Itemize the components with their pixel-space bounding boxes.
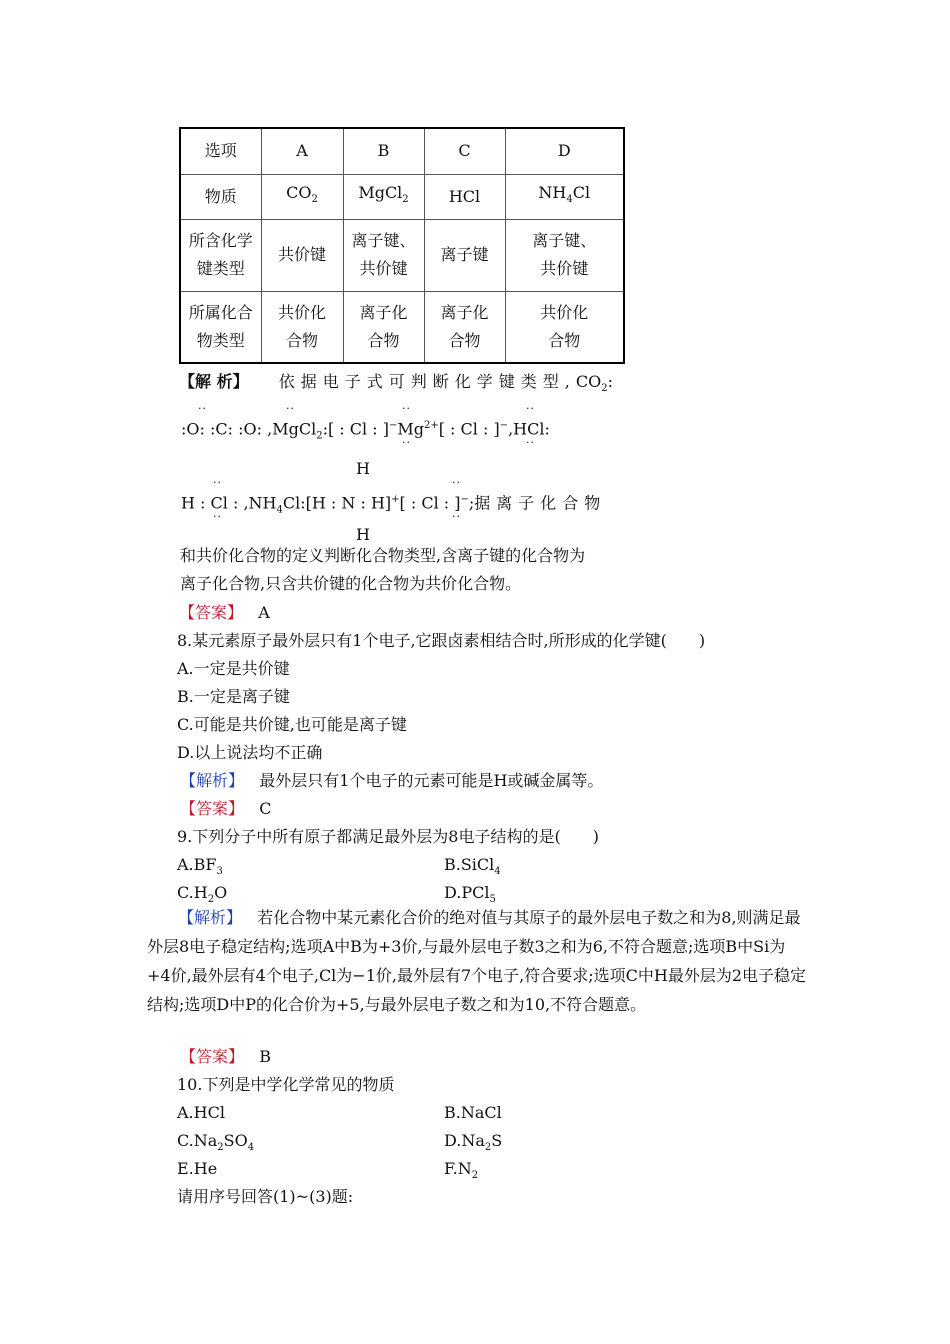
q8-option-a: A.一定是共价键 [177, 659, 290, 678]
compound-c: 离子化 合物 [424, 291, 505, 363]
q10-option-b: B.NaCl [444, 1103, 502, 1122]
table-header-cell: C [424, 128, 505, 174]
q9-option-c: $C.H_2O$ [177, 883, 228, 906]
q8-analysis: 【解析】 最外层只有1个电子的元素可能是H或碱金属等。 [180, 771, 604, 790]
q9-answer: 【答案】 B [180, 1047, 272, 1066]
bond-c: 离子键 [424, 219, 505, 291]
lone-pair-dots: ·· [286, 402, 295, 415]
answer-label: 【答案】 [179, 603, 244, 622]
q10-option-a: A.HCl [177, 1103, 225, 1122]
table-header-cell: B [343, 128, 424, 174]
answer-label: 【答案】 [180, 799, 245, 818]
q9-option-a: $A.BF_3$ [177, 855, 223, 878]
lone-pair-dots: ·· [452, 476, 461, 489]
q8-option-c: C.可能是共价键,也可能是离子键 [177, 715, 407, 734]
q8-option-d: D.以上说法均不正确 [177, 743, 323, 762]
substance-d: $NH_4Cl$ [505, 174, 624, 219]
nh4-top-h: H [356, 459, 370, 478]
row-label-compound-type: 所属化合 物类型 [180, 291, 261, 363]
options-table [179, 127, 625, 364]
lone-pair-dots: ·· [198, 402, 207, 415]
table-header-cell: 选项 [180, 128, 261, 174]
table-row [180, 219, 624, 291]
electron-formula-line2: :O: :C: :O: ,MgCl$_2$:[ : Cl : ]$^-Mg^{2+}$[ : Cl : ]−,HCl: [181, 419, 550, 442]
lone-pair-dots: ·· [452, 510, 461, 523]
electron-formula-line3: H : Cl : $,NH_4Cl:[H$ : N : H]+[ : Cl : ]−;据离子化合物 [181, 493, 607, 516]
q10-prompt: 请用序号回答(1)~(3)题: [177, 1187, 354, 1206]
q9-analysis: 【解析】 若化合物中某元素化合价的绝对值与其原子的最外层电子数之和为8,则满足最外层8电子稳定结构;选项A中B为+3价,与最外层电子数3之和为6,不符合题意;选项B中Si为+4价,最外层有4个电子,Cl为−1价,最外层有7个电子,符合要求;选项C中H最外层为2电子稳定结构;选项D中P的化合价为+5,与最外层电子数之和为10,不符合题意。 [147, 908, 807, 1014]
substance-c: HCl [424, 174, 505, 219]
lone-pair-dots: ·· [526, 402, 535, 415]
q10-option-f: $F.N_2$ [444, 1159, 479, 1182]
compound-b: 离子化 合物 [343, 291, 424, 363]
analysis-label: 【解析】 [178, 908, 243, 927]
analysis-label: 【解析】 [180, 771, 245, 790]
q8-answer: 【答案】 C [180, 799, 272, 818]
q10-option-c: $C.Na_2SO_4$ [177, 1131, 255, 1154]
lone-pair-dots: ·· [213, 476, 222, 489]
nh4-bottom-h: H [356, 525, 370, 544]
q9-option-b: B.SiCl$_4$ [444, 855, 501, 878]
analysis-label: 【解 析】 [179, 372, 249, 391]
table-row [180, 174, 624, 219]
analysis-text: 依据电子式可判断化学键类型, [278, 372, 576, 391]
q7-analysis-cont2: 离子化合物,只含共价键的化合物为共价化合物。 [180, 574, 522, 593]
q8-option-b: B.一定是离子键 [177, 687, 290, 706]
substance-a: $CO_2$ [261, 174, 343, 219]
row-label-substance: 物质 [180, 174, 261, 219]
q9-option-d: D.PCl$_5$ [444, 883, 496, 906]
q10-stem: 10.下列是中学化学常见的物质 [177, 1075, 395, 1094]
q7-answer: 【答案】 A [179, 603, 270, 622]
table-header-cell: D [505, 128, 624, 174]
table-row [180, 128, 624, 174]
q7-analysis-line1: 【解 析】 依据电子式可判断化学键类型$,CO_2$: [179, 372, 613, 395]
q9-stem: 9.下列分子中所有原子都满足最外层为8电子结构的是( ) [177, 827, 599, 846]
q7-analysis-cont1: 和共价化合物的定义判断化合物类型,含离子键的化合物为 [180, 546, 586, 565]
q8-stem: 8.某元素原子最外层只有1个电子,它跟卤素相结合时,所形成的化学键( ) [177, 631, 706, 650]
bond-d: 离子键、 共价键 [505, 219, 624, 291]
compound-a: 共价化 合物 [261, 291, 343, 363]
lone-pair-dots: ·· [402, 402, 411, 415]
lone-pair-dots: ·· [402, 436, 411, 449]
bond-b: 离子键、 共价键 [343, 219, 424, 291]
lone-pair-dots: ·· [526, 436, 535, 449]
substance-b: MgCl$_2$ [343, 174, 424, 219]
q10-option-d: $D.Na_2S$ [444, 1131, 503, 1154]
q10-option-e: E.He [177, 1159, 218, 1178]
row-label-bond-type: 所含化学 键类型 [180, 219, 261, 291]
answer-label: 【答案】 [180, 1047, 245, 1066]
lone-pair-dots: ·· [213, 510, 222, 523]
compound-d: 共价化 合物 [505, 291, 624, 363]
table-header-cell: A [261, 128, 343, 174]
table-row [180, 291, 624, 363]
bond-a: 共价键 [261, 219, 343, 291]
